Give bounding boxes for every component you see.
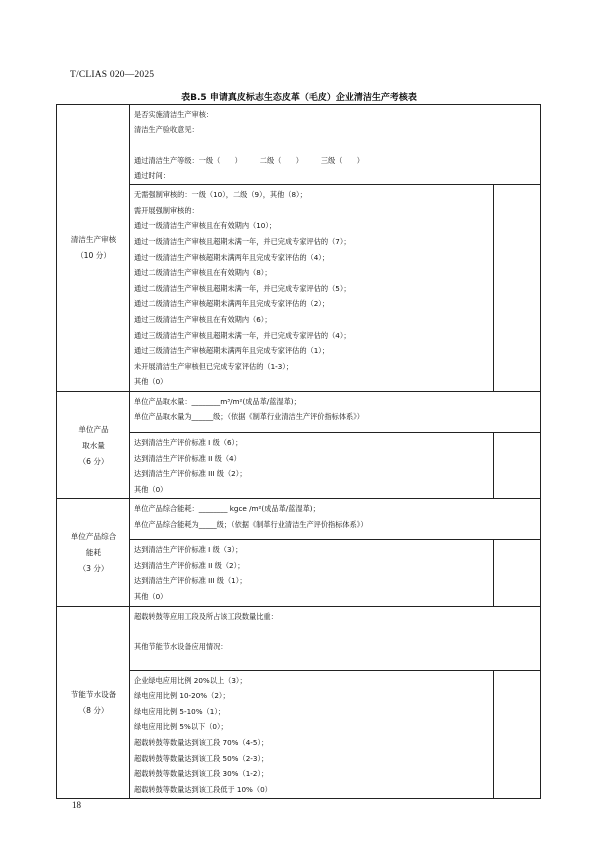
criteria-line: 通过二级清洁生产审核且在有效期内（8）；	[134, 268, 272, 278]
water-score-cell[interactable]	[494, 432, 541, 498]
criteria-line: 绿电应用比例 5-10%（1）；	[134, 706, 226, 716]
criteria-line: 超载转鼓等数量达到该工段低于 10%（0）	[134, 784, 272, 794]
criteria-line: 达到清洁生产评价标准 I 级（3）；	[134, 545, 243, 555]
water-request	[130, 391, 541, 432]
clean-audit-request-row	[57, 105, 541, 185]
category-score: （3 分）	[78, 563, 109, 573]
saving-criteria-row	[57, 670, 541, 799]
request-line: 其他节能节水设备应用情况：	[134, 641, 228, 651]
request-line: 单位产品综合能耗：________ kgce /m²(成品革/蓝湿革)；	[134, 504, 320, 514]
criteria-line: 通过三级清洁生产审核且超期未满一年，并已完成专家评估的（4）；	[134, 330, 351, 340]
request-line: 清洁生产验收意见：	[134, 125, 199, 135]
criteria-line: 达到清洁生产评价标准 III 级（1）；	[134, 576, 247, 586]
category-score: （6 分）	[78, 456, 109, 466]
clean-audit-criteria-row	[57, 185, 541, 392]
criteria-line: 达到清洁生产评价标准 III 级（2）；	[134, 469, 247, 479]
criteria-line: 通过一级清洁生产审核超期未满两年且完成专家评估的（4）；	[134, 252, 330, 262]
energy-criteria	[130, 540, 494, 606]
criteria-line: 超载转鼓等数量达到该工段 70%（4-5）；	[134, 738, 269, 748]
criteria-line: 未开展清洁生产审核但已完成专家评估的（1-3）；	[134, 361, 294, 371]
saving-criteria	[130, 670, 494, 799]
saving-category	[57, 606, 130, 799]
category-name: 单位产品综合	[70, 531, 117, 541]
category-score: （8 分）	[78, 706, 109, 716]
water-category	[57, 391, 130, 498]
saving-score-cell[interactable]	[494, 670, 541, 799]
saving-request	[130, 606, 541, 670]
water-criteria-row	[57, 432, 541, 498]
category-name: 节能节水设备	[70, 690, 117, 700]
criteria-line: 通过一级清洁生产审核且在有效期内（10）；	[134, 221, 277, 231]
standard-code: T/CLIAS 020—2025	[70, 70, 155, 80]
water-criteria	[130, 432, 494, 498]
water-request-row	[57, 391, 541, 432]
criteria-line: 超载转鼓等数量达到该工段 50%（2-3）；	[134, 753, 269, 763]
criteria-line: 达到清洁生产评价标准 II 级（2）；	[134, 560, 245, 570]
criteria-line: 其他（0）	[134, 592, 168, 602]
criteria-line: 通过二级清洁生产审核且超期未满一年，并已完成专家评估的（5）；	[134, 283, 351, 293]
request-line: 通过时间：	[134, 170, 170, 180]
request-line: 是否实施清洁生产审核：	[134, 110, 214, 119]
criteria-line: 达到清洁生产评价标准 II 级（4）	[134, 453, 241, 463]
category-name: 取水量	[82, 440, 105, 450]
criteria-line: 通过三级清洁生产审核且在有效期内（6）；	[134, 314, 272, 324]
criteria-line: 通过三级清洁生产审核超期未满两年且完成专家评估的（1）；	[134, 346, 330, 356]
energy-request-row	[57, 499, 541, 540]
clean-audit-category	[57, 105, 130, 392]
clean-audit-request	[130, 105, 541, 185]
request-line: 单位产品取水量为______级；（依据《制革行业清洁生产评价指标体系》）	[134, 412, 364, 422]
request-line: 超载转鼓等应用工段及所占该工段数量比重：	[134, 611, 278, 621]
energy-score-cell[interactable]	[494, 540, 541, 606]
request-line: 单位产品综合能耗为_____级；（依据《制革行业清洁生产评价指标体系》）	[134, 519, 368, 529]
criteria-line: 通过二级清洁生产审核超期未满两年且完成专家评估的（2）；	[134, 299, 330, 309]
energy-request	[130, 499, 541, 540]
category-name: 能耗	[85, 547, 102, 557]
category-score: （10 分）	[76, 251, 111, 261]
assessment-table	[56, 104, 541, 799]
clean-audit-score-cell[interactable]	[494, 185, 541, 392]
page-number: 18	[72, 800, 81, 810]
criteria-line: 达到清洁生产评价标准 I 级（6）；	[134, 437, 243, 447]
category-name: 清洁生产审核	[70, 235, 117, 245]
criteria-line: 超载转鼓等数量达到该工段 30%（1-2）；	[134, 769, 269, 779]
criteria-line: 需开展强制审核的：	[134, 205, 199, 215]
table-title: 表B.5 申请真皮标志生态皮革（毛皮）企业清洁生产考核表	[181, 93, 417, 103]
criteria-line: 企业绿电应用比例 20%以上（3）；	[134, 675, 247, 685]
request-line: 通过清洁生产等级：一级（ ） 二级（ ） 三级（ ）	[134, 155, 364, 165]
clean-audit-criteria	[130, 185, 494, 392]
saving-request-row	[57, 606, 541, 670]
energy-criteria-row	[57, 540, 541, 606]
criteria-line: 通过一级清洁生产审核且超期未满一年，并已完成专家评估的（7）；	[134, 236, 351, 246]
criteria-line: 无需强制审核的：一级（10），二级（9），其他（8）；	[134, 190, 307, 200]
criteria-line: 其他（0）	[134, 484, 168, 494]
request-line: 单位产品取水量：________m³/m²(成品革/蓝湿革)；	[134, 396, 301, 406]
category-name: 单位产品	[78, 424, 109, 434]
criteria-line: 绿电应用比例 10-20%（2）；	[134, 691, 230, 701]
criteria-line: 其他（0）	[134, 377, 168, 387]
energy-category	[57, 499, 130, 606]
criteria-line: 绿电应用比例 5%以下（0）；	[134, 722, 228, 732]
